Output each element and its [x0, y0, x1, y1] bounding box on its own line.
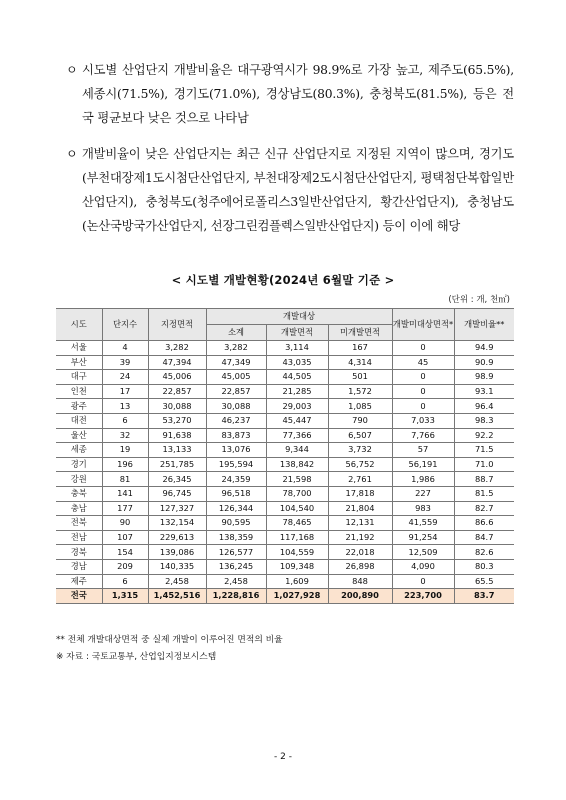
table-row — [56, 574, 514, 589]
value-cell: 96.4 — [454, 399, 514, 414]
bullet-list — [66, 58, 514, 250]
table-row — [56, 530, 514, 545]
header-developed-area: 개발면적 — [266, 325, 328, 341]
value-cell: 200,890 — [328, 589, 392, 604]
value-cell: 93.1 — [454, 384, 514, 399]
value-cell: 80.3 — [454, 559, 514, 574]
value-cell: 83,873 — [206, 428, 266, 443]
value-cell: 84.7 — [454, 530, 514, 545]
value-cell: 3,282 — [206, 341, 266, 356]
value-cell: 132,154 — [148, 516, 206, 531]
table-row — [56, 355, 514, 370]
bullet-text: 개발비율이 낮은 산업단지는 최근 신규 산업단지로 지정된 지역이 많으며, 경기도(부천대장제1도시첨단산업단지, 부천대장제2도시첨단산업단지, 평택첨단복합일반산업단지), 충청북도(청주에어로폴리스3일반산업단지, 황간산업단지), 충청남도(논산국방국가산업단지, 선장그린컴플렉스일반산업단지) 등이 이에 해당 — [82, 147, 514, 233]
value-cell: 1,085 — [328, 399, 392, 414]
table-row — [56, 384, 514, 399]
value-cell: 6 — [102, 574, 148, 589]
value-cell: 251,785 — [148, 457, 206, 472]
value-cell: 0 — [392, 341, 454, 356]
value-cell: 140,335 — [148, 559, 206, 574]
value-cell: 139,086 — [148, 545, 206, 560]
header-region: 시도 — [56, 309, 102, 341]
value-cell: 90 — [102, 516, 148, 531]
region-cell: 경기 — [56, 457, 102, 472]
value-cell: 82.6 — [454, 545, 514, 560]
region-cell: 전북 — [56, 516, 102, 531]
value-cell: 24,359 — [206, 472, 266, 487]
value-cell: 177 — [102, 501, 148, 516]
header-undeveloped-area: 미개발면적 — [328, 325, 392, 341]
value-cell: 26,345 — [148, 472, 206, 487]
region-cell: 경남 — [56, 559, 102, 574]
value-cell: 21,285 — [266, 384, 328, 399]
bullet-item — [66, 58, 514, 130]
value-cell: 136,245 — [206, 559, 266, 574]
value-cell: 45 — [392, 355, 454, 370]
header-non-target-area: 개발미대상면적* — [392, 309, 454, 341]
value-cell: 104,540 — [266, 501, 328, 516]
value-cell: 13 — [102, 399, 148, 414]
value-cell: 7,033 — [392, 413, 454, 428]
value-cell: 21,192 — [328, 530, 392, 545]
header-development-ratio: 개발비율** — [454, 309, 514, 341]
value-cell: 81 — [102, 472, 148, 487]
region-cell: 대구 — [56, 370, 102, 385]
bullet-mark: ㅇ — [66, 147, 78, 161]
table-row — [56, 413, 514, 428]
value-cell: 47,349 — [206, 355, 266, 370]
value-cell: 13,076 — [206, 443, 266, 458]
value-cell: 4,314 — [328, 355, 392, 370]
value-cell: 81.5 — [454, 486, 514, 501]
value-cell: 57 — [392, 443, 454, 458]
value-cell: 0 — [392, 370, 454, 385]
value-cell: 46,237 — [206, 413, 266, 428]
value-cell: 117,168 — [266, 530, 328, 545]
value-cell: 82.7 — [454, 501, 514, 516]
region-cell: 제주 — [56, 574, 102, 589]
value-cell: 78,465 — [266, 516, 328, 531]
table-row — [56, 472, 514, 487]
value-cell: 1,986 — [392, 472, 454, 487]
value-cell: 91,254 — [392, 530, 454, 545]
value-cell: 104,559 — [266, 545, 328, 560]
region-cell: 충남 — [56, 501, 102, 516]
value-cell: 17,818 — [328, 486, 392, 501]
table-row — [56, 457, 514, 472]
value-cell: 848 — [328, 574, 392, 589]
region-cell: 인천 — [56, 384, 102, 399]
value-cell: 22,018 — [328, 545, 392, 560]
value-cell: 86.6 — [454, 516, 514, 531]
value-cell: 141 — [102, 486, 148, 501]
value-cell: 0 — [392, 384, 454, 399]
value-cell: 71.5 — [454, 443, 514, 458]
region-cell: 전국 — [56, 589, 102, 604]
value-cell: 91,638 — [148, 428, 206, 443]
value-cell: 127,327 — [148, 501, 206, 516]
value-cell: 96,518 — [206, 486, 266, 501]
table-unit: (단위 : 개, 천㎡) — [448, 295, 510, 305]
table-row — [56, 545, 514, 560]
value-cell: 77,366 — [266, 428, 328, 443]
value-cell: 1,609 — [266, 574, 328, 589]
value-cell: 227 — [392, 486, 454, 501]
development-status-table — [56, 308, 514, 604]
value-cell: 1,572 — [328, 384, 392, 399]
value-cell: 2,761 — [328, 472, 392, 487]
value-cell: 41,559 — [392, 516, 454, 531]
value-cell: 94.9 — [454, 341, 514, 356]
value-cell: 2,458 — [206, 574, 266, 589]
value-cell: 1,315 — [102, 589, 148, 604]
value-cell: 4 — [102, 341, 148, 356]
region-cell: 충북 — [56, 486, 102, 501]
value-cell: 167 — [328, 341, 392, 356]
footnote-ratio: ** 전체 개발대상면적 중 실제 개발이 이루어진 면적의 비율 — [56, 635, 283, 645]
table-total-row — [56, 589, 514, 604]
value-cell: 126,577 — [206, 545, 266, 560]
header-count: 단지수 — [102, 309, 148, 341]
value-cell: 44,505 — [266, 370, 328, 385]
value-cell: 0 — [392, 574, 454, 589]
value-cell: 209 — [102, 559, 148, 574]
table-row — [56, 559, 514, 574]
value-cell: 223,700 — [392, 589, 454, 604]
table-row — [56, 516, 514, 531]
value-cell: 30,088 — [206, 399, 266, 414]
value-cell: 6 — [102, 413, 148, 428]
value-cell: 3,732 — [328, 443, 392, 458]
value-cell: 21,598 — [266, 472, 328, 487]
table-body — [56, 341, 514, 604]
value-cell: 790 — [328, 413, 392, 428]
value-cell: 96,745 — [148, 486, 206, 501]
value-cell: 53,270 — [148, 413, 206, 428]
value-cell: 56,752 — [328, 457, 392, 472]
value-cell: 12,131 — [328, 516, 392, 531]
value-cell: 29,003 — [266, 399, 328, 414]
value-cell: 90.9 — [454, 355, 514, 370]
value-cell: 22,857 — [148, 384, 206, 399]
value-cell: 24 — [102, 370, 148, 385]
value-cell: 45,006 — [148, 370, 206, 385]
value-cell: 229,613 — [148, 530, 206, 545]
value-cell: 154 — [102, 545, 148, 560]
value-cell: 195,594 — [206, 457, 266, 472]
value-cell: 88.7 — [454, 472, 514, 487]
region-cell: 울산 — [56, 428, 102, 443]
value-cell: 21,804 — [328, 501, 392, 516]
region-cell: 강원 — [56, 472, 102, 487]
value-cell: 17 — [102, 384, 148, 399]
region-cell: 경북 — [56, 545, 102, 560]
region-cell: 전남 — [56, 530, 102, 545]
value-cell: 6,507 — [328, 428, 392, 443]
value-cell: 4,090 — [392, 559, 454, 574]
value-cell: 3,282 — [148, 341, 206, 356]
value-cell: 1,228,816 — [206, 589, 266, 604]
page-number: - 2 - — [274, 752, 292, 762]
value-cell: 98.9 — [454, 370, 514, 385]
table-row — [56, 341, 514, 356]
value-cell: 83.7 — [454, 589, 514, 604]
table-row — [56, 428, 514, 443]
value-cell: 47,394 — [148, 355, 206, 370]
value-cell: 107 — [102, 530, 148, 545]
value-cell: 90,595 — [206, 516, 266, 531]
header-subtotal: 소계 — [206, 325, 266, 341]
footnotes — [56, 632, 283, 666]
header-designated-area: 지정면적 — [148, 309, 206, 341]
value-cell: 56,191 — [392, 457, 454, 472]
table-row — [56, 486, 514, 501]
value-cell: 30,088 — [148, 399, 206, 414]
value-cell: 22,857 — [206, 384, 266, 399]
value-cell: 9,344 — [266, 443, 328, 458]
value-cell: 71.0 — [454, 457, 514, 472]
header-development-target: 개발대상 — [206, 309, 392, 325]
region-cell: 서울 — [56, 341, 102, 356]
value-cell: 1,452,516 — [148, 589, 206, 604]
value-cell: 7,766 — [392, 428, 454, 443]
region-cell: 세종 — [56, 443, 102, 458]
value-cell: 26,898 — [328, 559, 392, 574]
value-cell: 78,700 — [266, 486, 328, 501]
value-cell: 126,344 — [206, 501, 266, 516]
value-cell: 196 — [102, 457, 148, 472]
footnote-source: ※ 자료 : 국토교통부, 산업입지정보시스템 — [56, 652, 217, 662]
region-cell: 광주 — [56, 399, 102, 414]
value-cell: 2,458 — [148, 574, 206, 589]
bullet-mark: ㅇ — [66, 63, 78, 77]
value-cell: 65.5 — [454, 574, 514, 589]
value-cell: 92.2 — [454, 428, 514, 443]
value-cell: 501 — [328, 370, 392, 385]
value-cell: 19 — [102, 443, 148, 458]
value-cell: 12,509 — [392, 545, 454, 560]
value-cell: 32 — [102, 428, 148, 443]
bullet-text: 시도별 산업단지 개발비율은 대구광역시가 98.9%로 가장 높고, 제주도(65.5%), 세종시(71.5%), 경기도(71.0%), 경상남도(80.3%), 충청북도(81.5%), 등은 전국 평균보다 낮은 것으로 나타남 — [82, 63, 514, 125]
table-row — [56, 399, 514, 414]
value-cell: 0 — [392, 399, 454, 414]
table-row — [56, 443, 514, 458]
table-row — [56, 501, 514, 516]
table-row — [56, 370, 514, 385]
value-cell: 138,359 — [206, 530, 266, 545]
value-cell: 13,133 — [148, 443, 206, 458]
table-title: < 시도별 개발현황(2024년 6월말 기준 > — [171, 273, 395, 287]
value-cell: 43,035 — [266, 355, 328, 370]
value-cell: 983 — [392, 501, 454, 516]
region-cell: 대전 — [56, 413, 102, 428]
value-cell: 138,842 — [266, 457, 328, 472]
value-cell: 3,114 — [266, 341, 328, 356]
region-cell: 부산 — [56, 355, 102, 370]
value-cell: 98.3 — [454, 413, 514, 428]
value-cell: 45,005 — [206, 370, 266, 385]
value-cell: 39 — [102, 355, 148, 370]
bullet-item — [66, 142, 514, 238]
value-cell: 45,447 — [266, 413, 328, 428]
value-cell: 1,027,928 — [266, 589, 328, 604]
value-cell: 109,348 — [266, 559, 328, 574]
